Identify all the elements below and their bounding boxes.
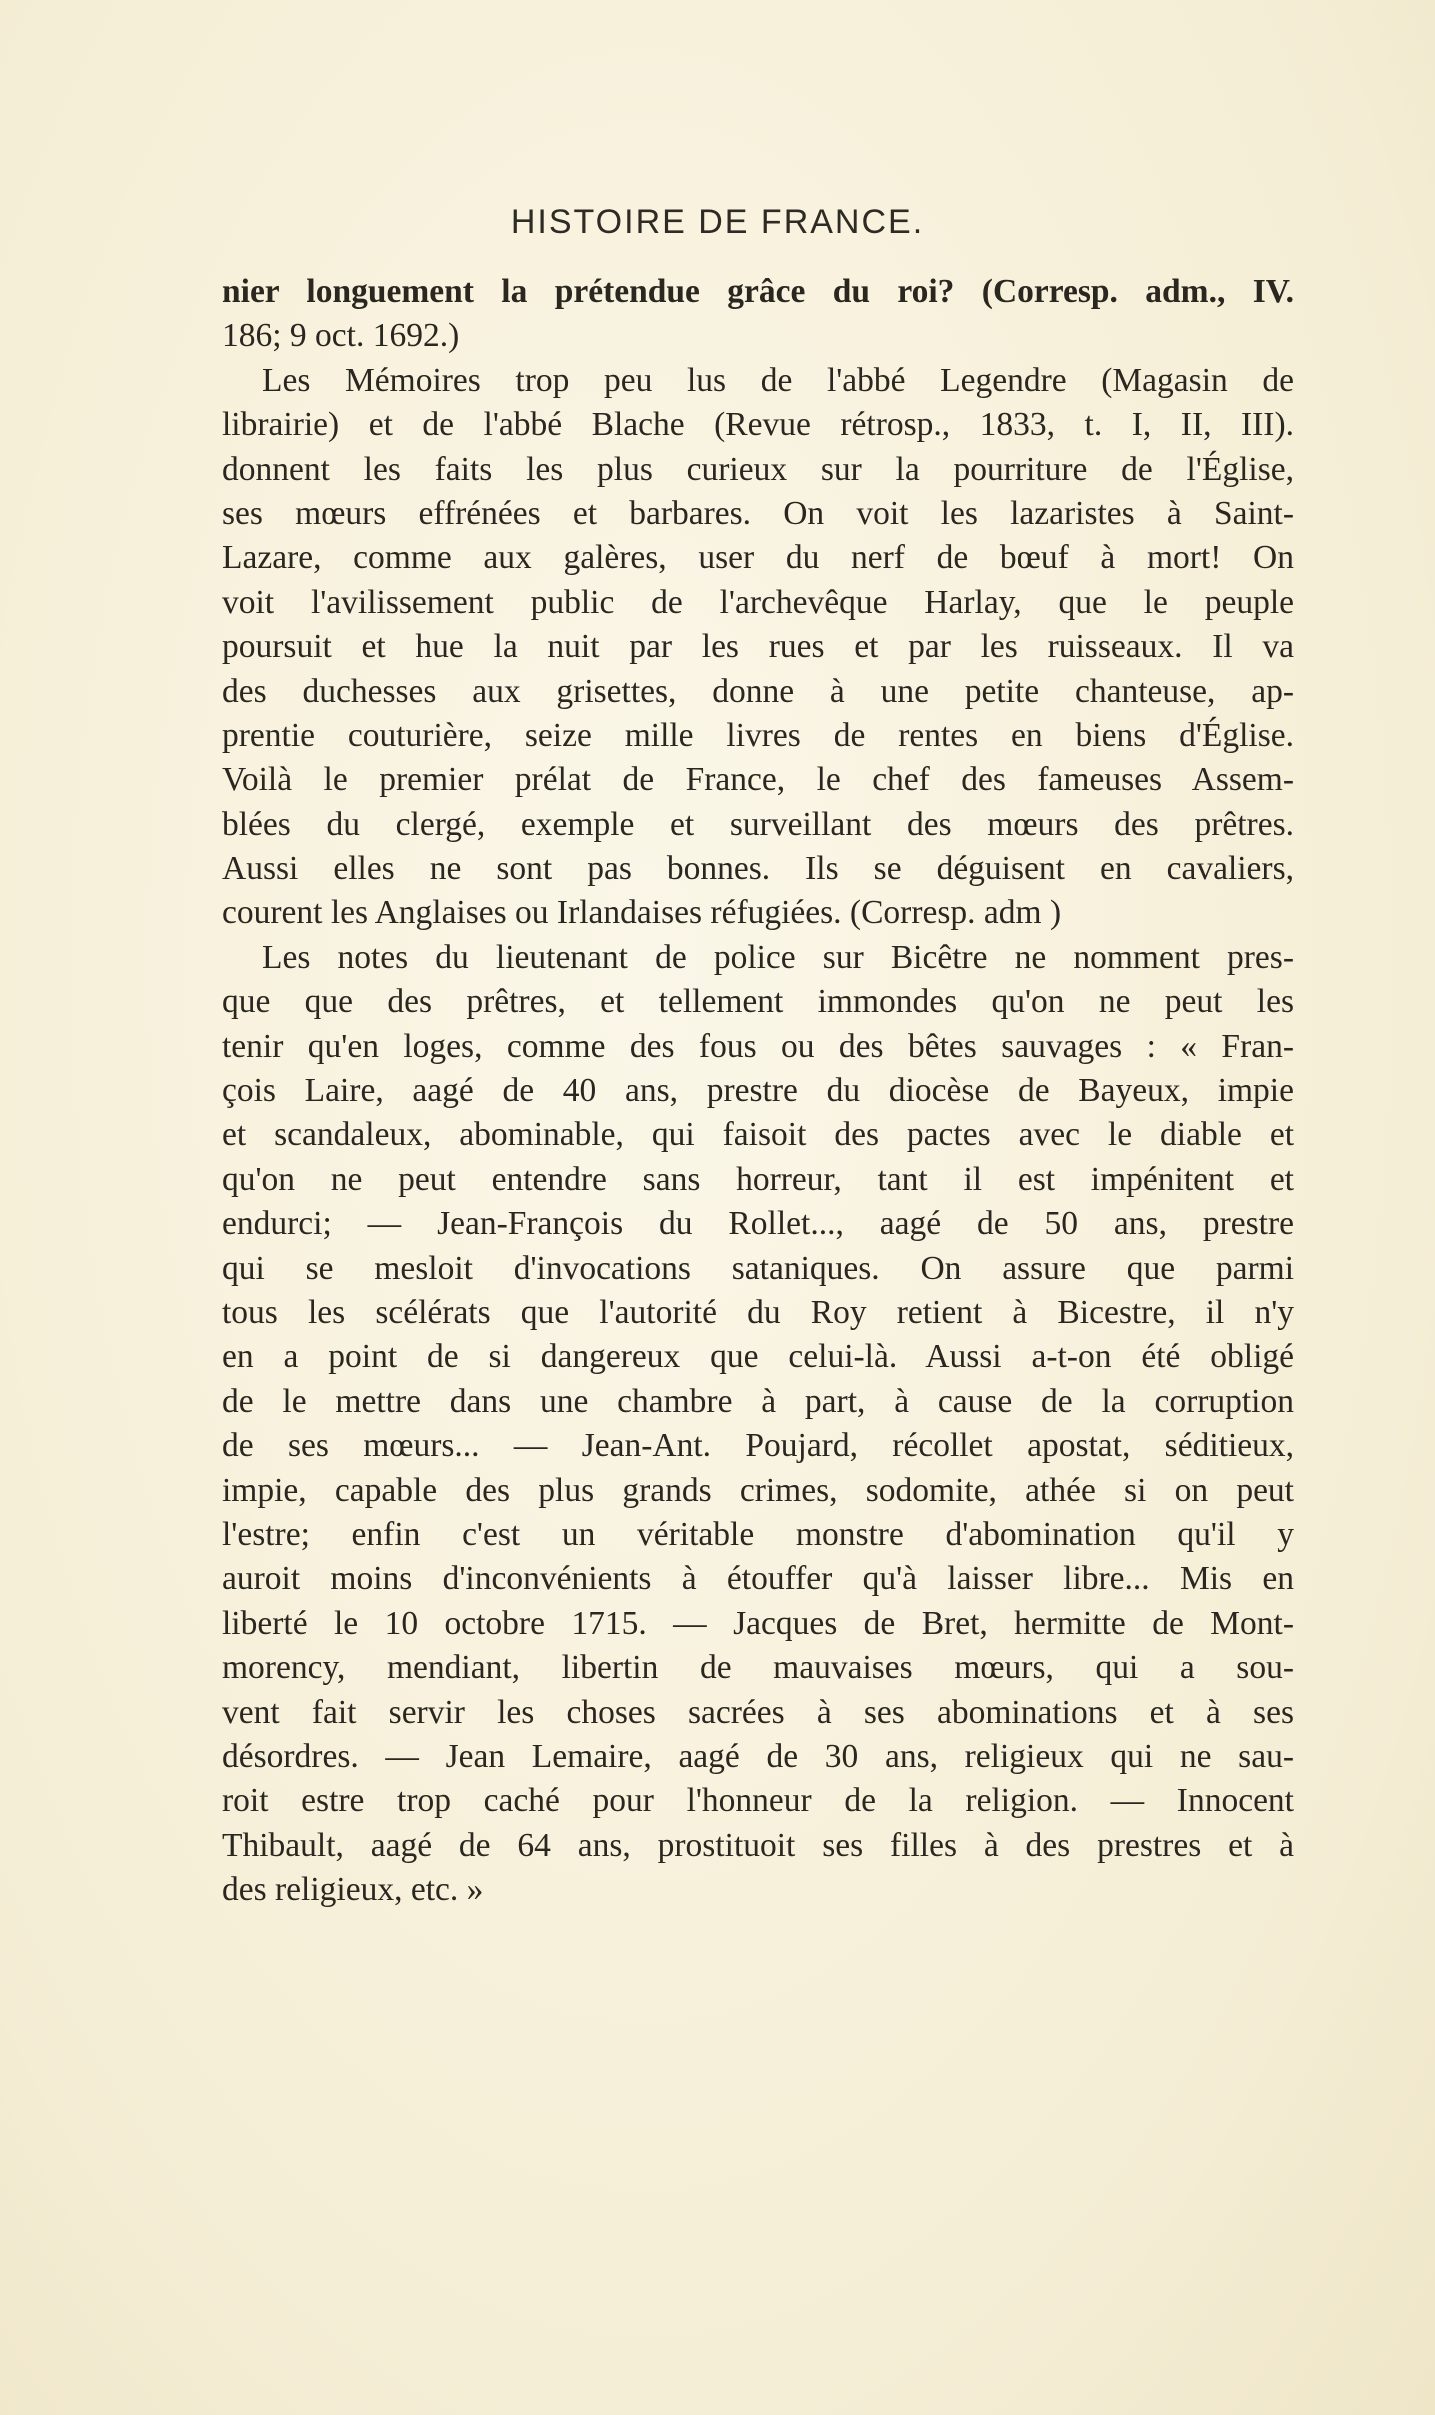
text-line: des duchesses aux grisettes, donne à une petite chanteuse, ap- xyxy=(222,672,1294,710)
text-line: nier longuement la prétendue grâce du roi? (Corresp. adm., IV. xyxy=(222,273,1294,310)
text-line: désordres. — Jean Lemaire, aagé de 30 ans, religieux qui ne sau- xyxy=(222,1737,1294,1775)
text-line: Les notes du lieutenant de police sur Bicêtre ne nomment pres- xyxy=(262,938,1294,976)
text-line: 186; 9 oct. 1692.) xyxy=(222,317,460,355)
text-line: de le mettre dans une chambre à part, à cause de la corruption xyxy=(222,1382,1294,1420)
text-line: voit l'avilissement public de l'archevêque Harlay, que le peuple xyxy=(222,583,1294,621)
text-line: roit estre trop caché pour l'honneur de la religion. — Innocent xyxy=(222,1782,1294,1820)
text-line: des religieux, etc. » xyxy=(222,1871,484,1909)
text-line: que que des prêtres, et tellement immondes qu'on ne peut les xyxy=(222,983,1294,1021)
text-line: qui se mesloit d'invocations sataniques. On assure que parmi xyxy=(222,1249,1294,1287)
text-line: l'estre; enfin c'est un véritable monstre d'abomination qu'il y xyxy=(222,1515,1294,1553)
text-line: çois Laire, aagé de 40 ans, prestre du diocèse de Bayeux, impie xyxy=(222,1072,1294,1110)
body-text xyxy=(222,270,1294,1912)
text-line: impie, capable des plus grands crimes, sodomite, athée si on peut xyxy=(222,1471,1294,1509)
text-line: vent fait servir les choses sacrées à ses abominations et à ses xyxy=(222,1693,1294,1731)
text-line: Les Mémoires trop peu lus de l'abbé Legendre (Magasin de xyxy=(262,361,1294,399)
text-line: donnent les faits les plus curieux sur la pourriture de l'Église, xyxy=(222,450,1294,488)
text-line: tous les scélérats que l'autorité du Roy retient à Bicestre, il n'y xyxy=(222,1293,1294,1331)
text-line: blées du clergé, exemple et surveillant des mœurs des prêtres. xyxy=(222,805,1294,843)
text-line: librairie) et de l'abbé Blache (Revue rétrosp., 1833, t. I, II, III). xyxy=(222,406,1294,444)
text-line: endurci; — Jean-François du Rollet..., aagé de 50 ans, prestre xyxy=(222,1205,1294,1243)
text-line: de ses mœurs... — Jean-Ant. Poujard, récollet apostat, séditieux, xyxy=(222,1427,1294,1465)
text-line: prentie couturière, seize mille livres de rentes en biens d'Église. xyxy=(222,716,1294,754)
text-line: tenir qu'en loges, comme des fous ou des bêtes sauvages : « Fran- xyxy=(222,1027,1294,1065)
text-line: qu'on ne peut entendre sans horreur, tant il est impénitent et xyxy=(222,1160,1294,1198)
running-header: HISTOIRE DE FRANCE. xyxy=(510,203,925,241)
text-line: Voilà le premier prélat de France, le chef des fameuses Assem- xyxy=(222,761,1294,799)
text-line: liberté le 10 octobre 1715. — Jacques de Bret, hermitte de Mont- xyxy=(222,1604,1294,1642)
text-line: et scandaleux, abominable, qui faisoit des pactes avec le diable et xyxy=(222,1116,1294,1154)
text-line: Lazare, comme aux galères, user du nerf de bœuf à mort! On xyxy=(222,539,1294,577)
text-line: courent les Anglaises ou Irlandaises réfugiées. (Corresp. adm ) xyxy=(222,894,1062,932)
text-line: Aussi elles ne sont pas bonnes. Ils se déguisent en cavaliers, xyxy=(222,850,1294,888)
text-line: en a point de si dangereux que celui-là. Aussi a-t-on été obligé xyxy=(222,1338,1294,1376)
text-line: Thibault, aagé de 64 ans, prostituoit ses filles à des prestres et à xyxy=(222,1826,1294,1864)
text-line: poursuit et hue la nuit par les rues et par les ruisseaux. Il va xyxy=(222,628,1294,666)
text-line: ses mœurs effrénées et barbares. On voit les lazaristes à Saint- xyxy=(222,494,1294,532)
text-line: auroit moins d'inconvénients à étouffer qu'à laisser libre... Mis en xyxy=(222,1560,1294,1598)
text-line: morency, mendiant, libertin de mauvaises mœurs, qui a sou- xyxy=(222,1649,1294,1687)
